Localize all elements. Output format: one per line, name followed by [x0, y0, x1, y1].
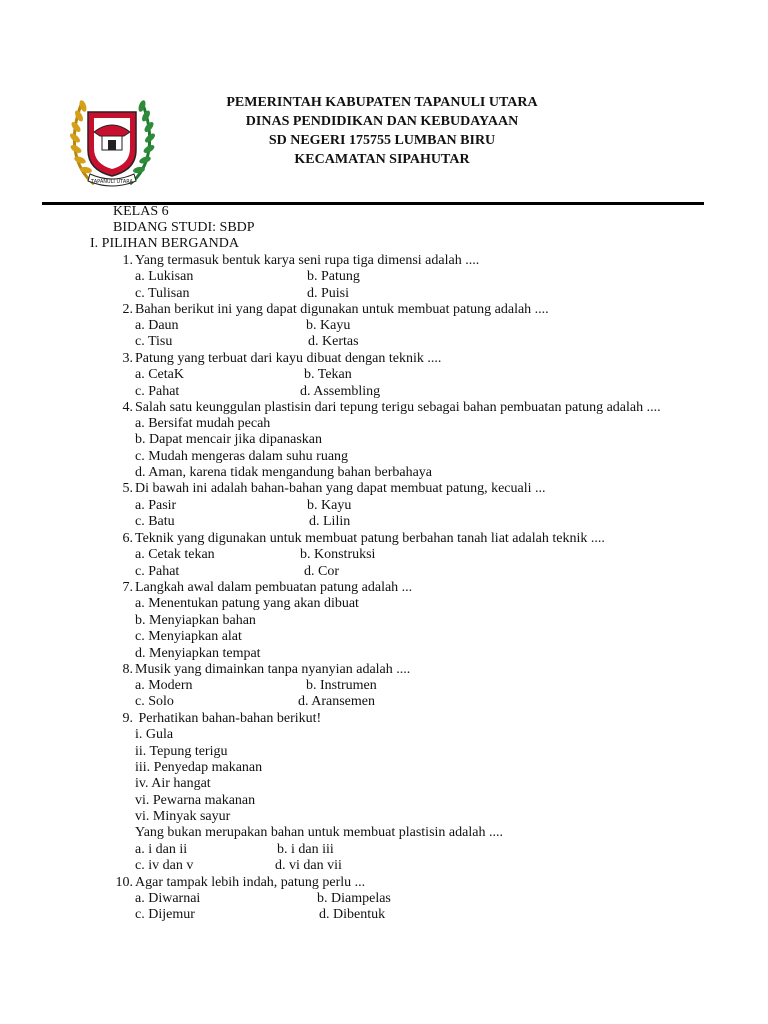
option-a: a. Modern: [135, 678, 193, 693]
followup-text: Yang bukan merupakan bahan untuk membuat plastisin adalah ....: [135, 825, 503, 840]
header-district: KECAMATAN SIPAHUTAR: [294, 152, 470, 167]
question-number: 4.: [122, 400, 133, 415]
question-text: Patung yang terbuat dari kayu dibuat dengan teknik ....: [135, 351, 442, 366]
question-text: Perhatikan bahan-bahan berikut!: [135, 711, 322, 726]
option-text: a. Bersifat mudah pecah: [135, 416, 271, 431]
option-c: c. Solo: [135, 694, 174, 709]
item-text: ii. Tepung terigu: [135, 744, 228, 759]
option-text: a. Menentukan patung yang akan dibuat: [135, 596, 359, 611]
item-text: vi. Minyak sayur: [135, 809, 231, 824]
option-d: d. Assembling: [300, 384, 381, 399]
question-number: 7.: [122, 580, 133, 595]
class-label: KELAS 6: [113, 204, 169, 219]
option-b: b. i dan iii: [277, 842, 334, 857]
option-a: a. Cetak tekan: [135, 547, 215, 562]
question-number: 2.: [122, 302, 133, 317]
subject-label: BIDANG STUDI: SBDP: [113, 220, 255, 235]
regency-crest-logo: [64, 88, 160, 192]
option-d: d. Kertas: [308, 334, 359, 349]
option-c: c. Pahat: [135, 564, 180, 579]
section-title: I. PILIHAN BERGANDA: [90, 236, 239, 251]
option-d: d. Dibentuk: [319, 907, 386, 922]
svg-text:TAPANULI UTARA: TAPANULI UTARA: [91, 179, 133, 185]
option-b: b. Kayu: [307, 498, 352, 513]
question-number: 6.: [122, 531, 133, 546]
question-text: Salah satu keunggulan plastisin dari tepung terigu sebagai bahan pembuatan patung adalah ....: [135, 400, 661, 415]
option-d: d. Aransemen: [298, 694, 375, 709]
question-number: 9.: [122, 711, 133, 726]
item-text: i. Gula: [135, 727, 174, 742]
option-text: b. Dapat mencair jika dipanaskan: [135, 432, 322, 447]
option-text: c. Menyiapkan alat: [135, 629, 242, 644]
question-text: Langkah awal dalam pembuatan patung adalah ...: [135, 580, 413, 595]
question-text: Musik yang dimainkan tanpa nyanyian adalah ....: [135, 662, 411, 677]
question-text: Agar tampak lebih indah, patung perlu ...: [135, 875, 366, 890]
option-b: b. Patung: [307, 269, 360, 284]
option-a: a. CetaK: [135, 367, 184, 382]
option-a: a. Pasir: [135, 498, 177, 513]
option-d: d. vi dan vii: [275, 858, 342, 873]
option-b: b. Diampelas: [317, 891, 391, 906]
item-text: vi. Pewarna makanan: [135, 793, 256, 808]
option-c: c. Pahat: [135, 384, 180, 399]
option-text: d. Aman, karena tidak mengandung bahan berbahaya: [135, 465, 433, 480]
option-b: b. Kayu: [306, 318, 351, 333]
option-a: a. Diwarnai: [135, 891, 201, 906]
option-b: b. Tekan: [304, 367, 352, 382]
option-a: a. i dan ii: [135, 842, 188, 857]
question-number: 8.: [122, 662, 133, 677]
letterhead: [180, 93, 584, 169]
option-d: d. Cor: [304, 564, 339, 579]
option-c: c. Tulisan: [135, 286, 190, 301]
item-text: iii. Penyedap makanan: [135, 760, 263, 775]
option-a: a. Daun: [135, 318, 179, 333]
option-c: c. Dijemur: [135, 907, 195, 922]
header-agency: DINAS PENDIDIKAN DAN KEBUDAYAAN: [245, 114, 519, 129]
question-number: 5.: [122, 481, 133, 496]
option-text: c. Mudah mengeras dalam suhu ruang: [135, 449, 349, 464]
option-d: d. Lilin: [309, 514, 351, 529]
option-b: b. Instrumen: [306, 678, 377, 693]
question-text: Di bawah ini adalah bahan-bahan yang dapat membuat patung, kecuali ...: [135, 481, 546, 496]
header-government: PEMERINTAH KABUPATEN TAPANULI UTARA: [226, 95, 538, 110]
option-b: b. Konstruksi: [300, 547, 376, 562]
question-text: Bahan berikut ini yang dapat digunakan untuk membuat patung adalah ....: [135, 302, 549, 317]
header-school: SD NEGERI 175755 LUMBAN BIRU: [268, 133, 496, 148]
option-d: d. Puisi: [307, 286, 350, 301]
regency-crest-icon: [64, 88, 160, 192]
option-c: c. Batu: [135, 514, 175, 529]
question-number: 1.: [122, 253, 133, 268]
option-a: a. Lukisan: [135, 269, 194, 284]
question-number: 10.: [115, 875, 133, 890]
question-number: 3.: [122, 351, 133, 366]
question-text: Yang termasuk bentuk karya seni rupa tiga dimensi adalah ....: [135, 253, 480, 268]
question-text: Teknik yang digunakan untuk membuat patung berbahan tanah liat adalah teknik ....: [135, 531, 605, 546]
item-text: iv. Air hangat: [135, 776, 211, 791]
option-text: d. Menyiapkan tempat: [135, 646, 261, 661]
option-text: b. Menyiapkan bahan: [135, 613, 256, 628]
option-c: c. iv dan v: [135, 858, 194, 873]
option-c: c. Tisu: [135, 334, 173, 349]
